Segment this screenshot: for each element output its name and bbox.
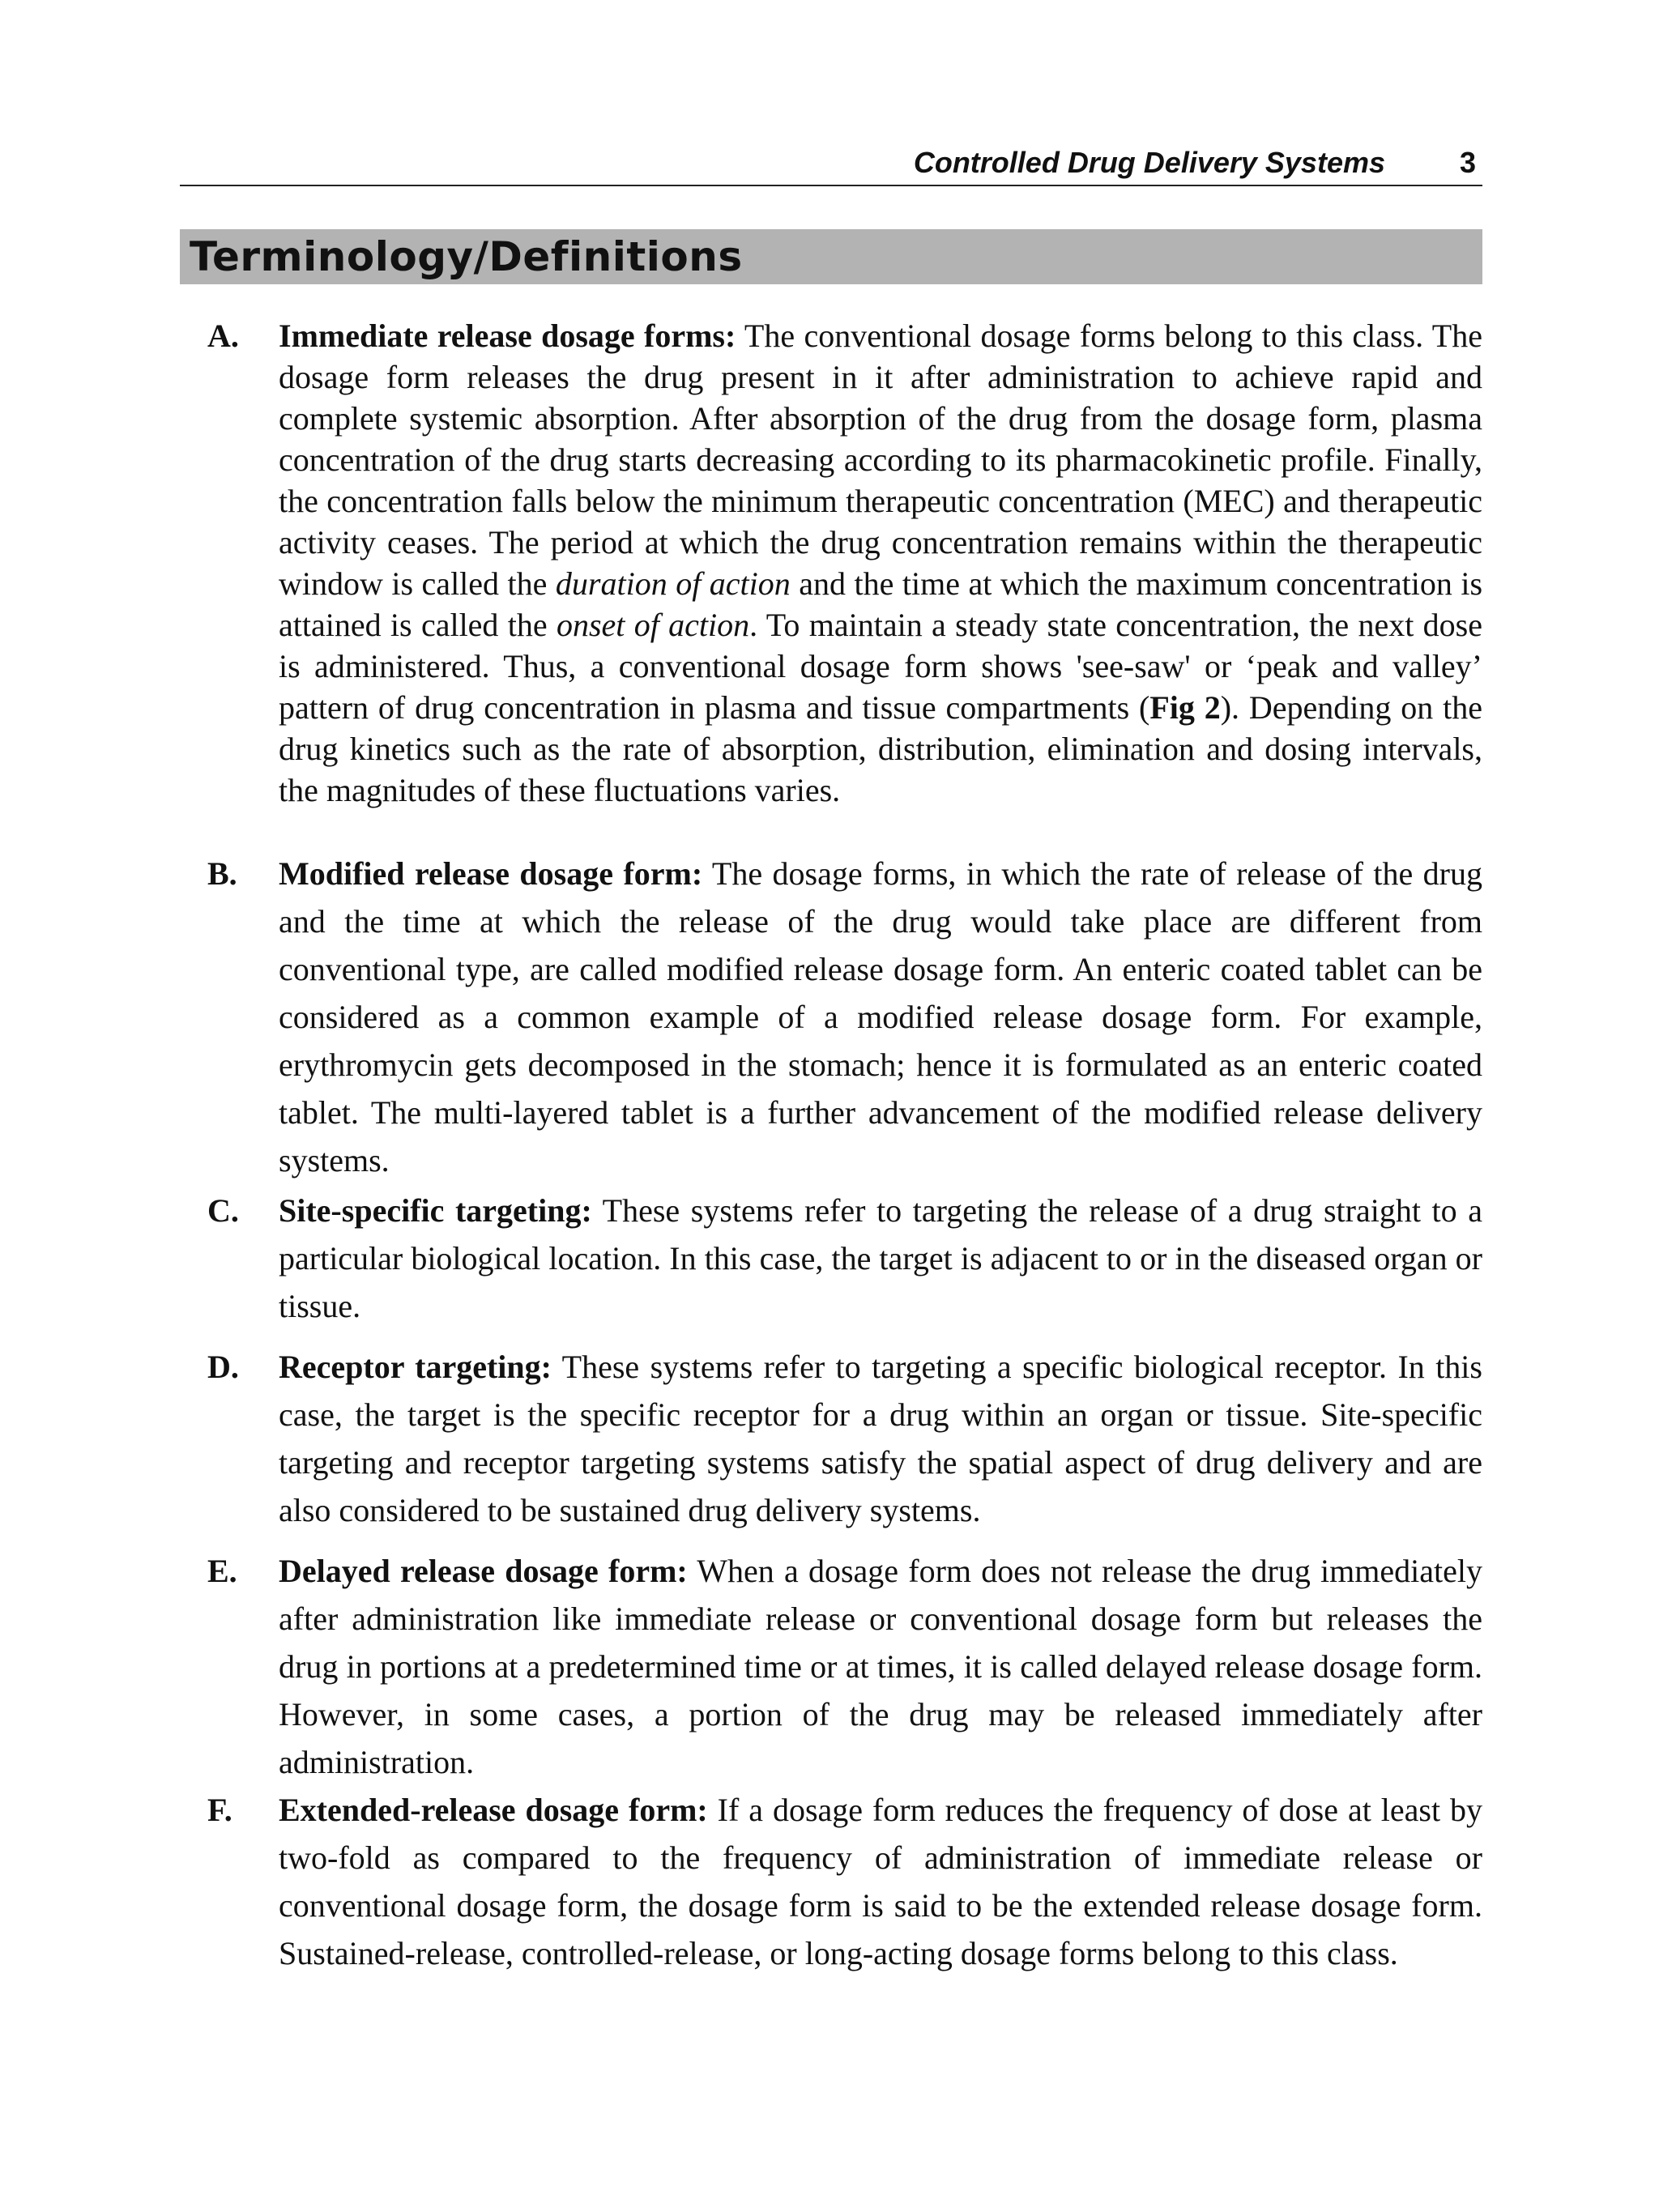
definition-body <box>279 315 1482 811</box>
figure-reference: Fig 2 <box>1149 689 1221 726</box>
page-number: 3 <box>1459 146 1476 179</box>
definition-text: These systems refer to targeting the release of a drug straight to a particular biological location. In this case, the target is adjacent to or in the diseased organ or tissue. <box>279 1192 1483 1324</box>
definition-text: These systems refer to targeting a specific biological receptor. In this case, the target is the specific receptor for a drug within an organ or tissue. Site-specific targeting and receptor targeting systems satisfy the spatial aspect of drug delivery and are also considered to be sustained drug delivery systems. <box>279 1349 1482 1528</box>
definition-term: Delayed release dosage form: <box>279 1553 688 1589</box>
definition-body <box>279 1786 1482 1977</box>
definition-immediate-release <box>207 315 1482 811</box>
definition-marker: E. <box>207 1553 237 1589</box>
definition-delayed-release <box>207 1547 1482 1786</box>
definition-term: Receptor targeting: <box>279 1349 552 1385</box>
definition-body <box>279 850 1482 1184</box>
definition-term: Modified release dosage form: <box>279 855 703 892</box>
definition-term: Immediate release dosage forms: <box>279 318 736 354</box>
definition-text: If a dosage form reduces the frequency of dose at least by two-fold as compared to the frequency of administration of immediate release or conventional dosage form, the dosage form is said to be the extended release dosage form. Sustained-release, controlled-release, or long-acting dosage forms belong to this class. <box>279 1792 1482 1971</box>
italic-term-onset-of-action: onset of action <box>556 607 750 643</box>
definition-marker: D. <box>207 1349 239 1385</box>
definition-text: and the time at which the maximum concentration is attained is called the <box>279 565 1483 643</box>
definition-body <box>279 1547 1482 1786</box>
running-header <box>180 138 1482 186</box>
definition-text: The conventional dosage forms belong to this class. The dosage form releases the drug present in it after administration to achieve rapid and complete systemic absorption. After absorption of the drug from the dosage form, plasma concentration of the drug starts decreasing according to its pharmacokinetic profile. Finally, the concentration falls below the minimum therapeutic concentration (MEC) and therapeutic activity ceases. The period at which the drug concentration remains within the therapeutic window is called the <box>279 318 1482 602</box>
italic-term-duration-of-action: duration of action <box>555 565 791 602</box>
definition-body <box>279 1187 1482 1330</box>
running-title: Controlled Drug Delivery Systems <box>913 146 1385 179</box>
definition-extended-release <box>207 1786 1482 1977</box>
definition-marker: C. <box>207 1192 239 1229</box>
definition-term: Extended-release dosage form: <box>279 1792 708 1828</box>
definition-marker: B. <box>207 855 237 892</box>
definition-text: . To maintain a steady state concentration, the next dose is administered. Thus, a conventional dosage form shows 'see-saw' or ‘peak and valley’ pattern of drug concentration in plasma and tissue compartments ( <box>279 607 1483 726</box>
definition-text: When a dosage form does not release the drug immediately after administration like immediate release or conventional dosage form but releases the drug in portions at a predetermined time or at times, it is called delayed release dosage form. However, in some cases, a portion of the drug may be released immediately after administration. <box>279 1553 1482 1780</box>
definition-site-specific-targeting <box>207 1187 1482 1330</box>
section-heading: Terminology/Definitions <box>180 229 1482 284</box>
definition-marker: F. <box>207 1792 232 1828</box>
definition-receptor-targeting <box>207 1343 1482 1534</box>
definition-term: Site-specific targeting: <box>279 1192 592 1229</box>
definition-modified-release <box>207 850 1482 1184</box>
definition-marker: A. <box>207 318 239 354</box>
definition-text: ). Depending on the drug kinetics such as the rate of absorption, distribution, elimination and dosing intervals, the magnitudes of these fluctuations varies. <box>279 689 1482 808</box>
definition-body <box>279 1343 1482 1534</box>
definition-text: The dosage forms, in which the rate of release of the drug and the time at which the release of the drug would take place are different from conventional type, are called modified release dosage form. An enteric coated tablet can be considered as a common example of a modified release dosage form. For example, erythromycin gets decomposed in the stomach; hence it is formulated as an enteric coated tablet. The multi-layered tablet is a further advancement of the modified release delivery systems. <box>279 855 1482 1178</box>
